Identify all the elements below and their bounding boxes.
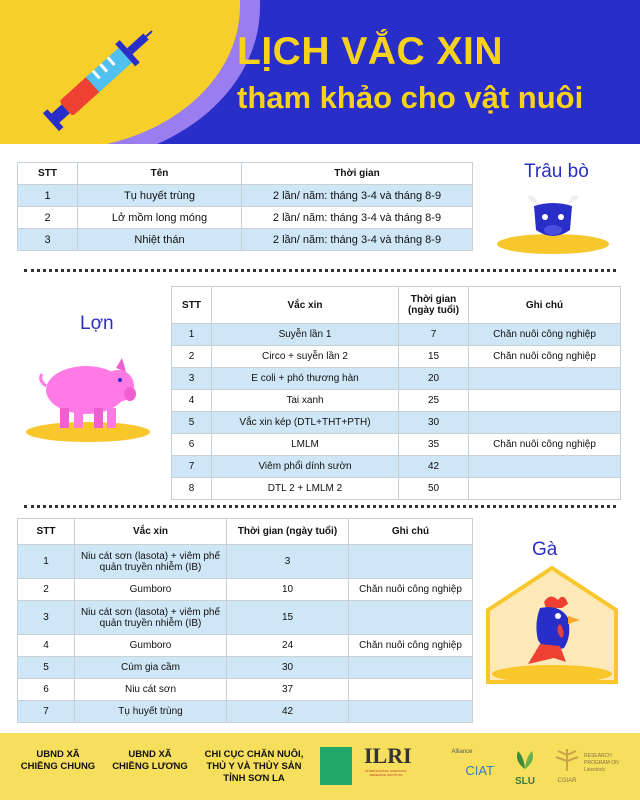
table-cell: 20 <box>399 368 469 390</box>
col-stt: STT <box>18 163 78 185</box>
table-cell: 42 <box>399 456 469 478</box>
table-cell: 3 <box>18 601 75 635</box>
syringe-icon <box>30 18 170 138</box>
table-cell: Niu cát sơn <box>75 679 227 701</box>
footer-org-chieng-chung: UBND XÃ CHIỀNG CHUNG <box>20 749 96 772</box>
table-cell <box>349 701 473 723</box>
cattle-label: Trâu bò <box>524 161 589 182</box>
table-cell: 5 <box>18 657 75 679</box>
table-cell: Suyễn lần 1 <box>212 324 399 346</box>
table-cell: 35 <box>399 434 469 456</box>
header-banner <box>0 0 640 144</box>
table-cell: E coli + phó thương hàn <box>212 368 399 390</box>
alliance-text: Alliance <box>451 749 473 755</box>
ilri-text: ILRI <box>364 743 412 768</box>
pig-label: Lợn <box>80 313 114 334</box>
research-program-text: RESEARCH PROGRAM ON Livestock <box>584 753 619 773</box>
col-stt: STT <box>172 287 212 324</box>
table-cell: 1 <box>172 324 212 346</box>
page-title: LỊCH VẮC XIN <box>237 30 504 73</box>
ilri-logo <box>364 743 412 789</box>
table-cell: Tụ huyết trùng <box>75 701 227 723</box>
cgiar-tree-icon <box>552 747 582 773</box>
col-name: Tên <box>78 163 242 185</box>
table-cell: Gumboro <box>75 635 227 657</box>
table-cell: 30 <box>227 657 349 679</box>
chicken-coop-icon <box>484 566 620 692</box>
table-cell: 10 <box>227 579 349 601</box>
pig-table <box>171 286 621 500</box>
table-cell: Niu cát sơn (lasota) + viêm phế quản truyền nhiễm (IB) <box>75 601 227 635</box>
table-cell <box>349 657 473 679</box>
table-cell: Cúm gia cầm <box>75 657 227 679</box>
table-cell: 7 <box>172 456 212 478</box>
footer-org-chieng-luong: UBND XÃ CHIỀNG LƯƠNG <box>112 749 188 772</box>
table-cell <box>469 456 621 478</box>
table-cell: 50 <box>399 478 469 500</box>
table-cell: 7 <box>399 324 469 346</box>
chicken-table <box>17 518 473 723</box>
col-vaccine: Vắc xin <box>75 519 227 545</box>
table-cell: 4 <box>172 390 212 412</box>
cgiar-logo <box>552 747 582 787</box>
table-cell: 24 <box>227 635 349 657</box>
table-cell: Gumboro <box>75 579 227 601</box>
veterinary-logo-icon <box>320 747 352 785</box>
table-cell <box>349 545 473 579</box>
col-time: Thời gian <box>242 163 473 185</box>
table-cell: 5 <box>172 412 212 434</box>
table-cell: 25 <box>399 390 469 412</box>
cgiar-text: CGIAR <box>557 778 577 784</box>
table-cell: 37 <box>227 679 349 701</box>
table-cell: 15 <box>399 346 469 368</box>
table-cell: Viêm phổi dính sườn <box>212 456 399 478</box>
table-cell: Lở mồm long móng <box>78 207 242 229</box>
table-cell: 7 <box>18 701 75 723</box>
table-cell: 2 lần/ năm: tháng 3-4 và tháng 8-9 <box>242 229 473 251</box>
buffalo-icon <box>494 192 612 256</box>
separator-line <box>24 505 616 508</box>
table-cell: 2 lần/ năm: tháng 3-4 và tháng 8-9 <box>242 207 473 229</box>
table-cell: Tai xanh <box>212 390 399 412</box>
table-cell: 2 <box>172 346 212 368</box>
table-cell: Tụ huyết trùng <box>78 185 242 207</box>
ciat-text: CIAT <box>465 763 494 778</box>
table-cell: 2 <box>18 579 75 601</box>
col-vaccine: Vắc xin <box>212 287 399 324</box>
table-cell: DTL 2 + LMLM 2 <box>212 478 399 500</box>
table-cell: Chăn nuôi công nghiệp <box>349 635 473 657</box>
footer-bar <box>0 733 640 800</box>
table-cell: 6 <box>18 679 75 701</box>
table-cell: Nhiệt thán <box>78 229 242 251</box>
table-cell: Niu cát sơn (lasota) + viêm phế quản truyền nhiễm (IB) <box>75 545 227 579</box>
footer-org-chi-cuc: CHI CỤC CHĂN NUÔI, THỦ Y VÀ THỦY SẢN TỈNH SƠN LA <box>204 749 304 784</box>
table-cell: LMLM <box>212 434 399 456</box>
table-cell: 1 <box>18 545 75 579</box>
table-cell <box>469 368 621 390</box>
table-cell: Vắc xin kép (DTL+THT+PTH) <box>212 412 399 434</box>
table-cell: 30 <box>399 412 469 434</box>
alliance-ciat-logo <box>422 749 502 785</box>
chicken-label: Gà <box>532 539 558 560</box>
col-stt: STT <box>18 519 75 545</box>
table-cell <box>469 412 621 434</box>
slu-leaf-icon <box>508 747 542 771</box>
slu-logo <box>508 747 542 787</box>
table-cell <box>469 390 621 412</box>
page-subtitle: tham khảo cho vật nuôi <box>237 80 584 115</box>
table-cell: Chăn nuôi công nghiệp <box>349 579 473 601</box>
table-cell: Chăn nuôi công nghiệp <box>469 346 621 368</box>
separator-line <box>24 269 616 272</box>
table-cell: 3 <box>172 368 212 390</box>
table-cell: Circo + suyễn lần 2 <box>212 346 399 368</box>
table-cell: 3 <box>227 545 349 579</box>
table-cell: 8 <box>172 478 212 500</box>
table-cell: Chăn nuôi công nghiệp <box>469 434 621 456</box>
table-cell: 3 <box>18 229 78 251</box>
col-time: Thời gian (ngày tuổi) <box>399 287 469 324</box>
cattle-table <box>17 162 473 251</box>
col-note: Ghi chú <box>469 287 621 324</box>
table-cell: 1 <box>18 185 78 207</box>
table-cell: Chăn nuôi công nghiệp <box>469 324 621 346</box>
pig-icon <box>22 352 162 444</box>
table-cell: 4 <box>18 635 75 657</box>
table-cell <box>349 601 473 635</box>
table-cell <box>469 478 621 500</box>
table-cell: 42 <box>227 701 349 723</box>
table-cell: 2 lần/ năm: tháng 3-4 và tháng 8-9 <box>242 185 473 207</box>
ilri-subtext: INTERNATIONAL LIVESTOCK RESEARCH INSTITUTE <box>365 769 407 777</box>
table-cell: 15 <box>227 601 349 635</box>
col-time: Thời gian (ngày tuổi) <box>227 519 349 545</box>
table-cell: 2 <box>18 207 78 229</box>
col-note: Ghi chú <box>349 519 473 545</box>
slu-text: SLU <box>515 776 535 787</box>
table-cell <box>349 679 473 701</box>
table-cell: 6 <box>172 434 212 456</box>
